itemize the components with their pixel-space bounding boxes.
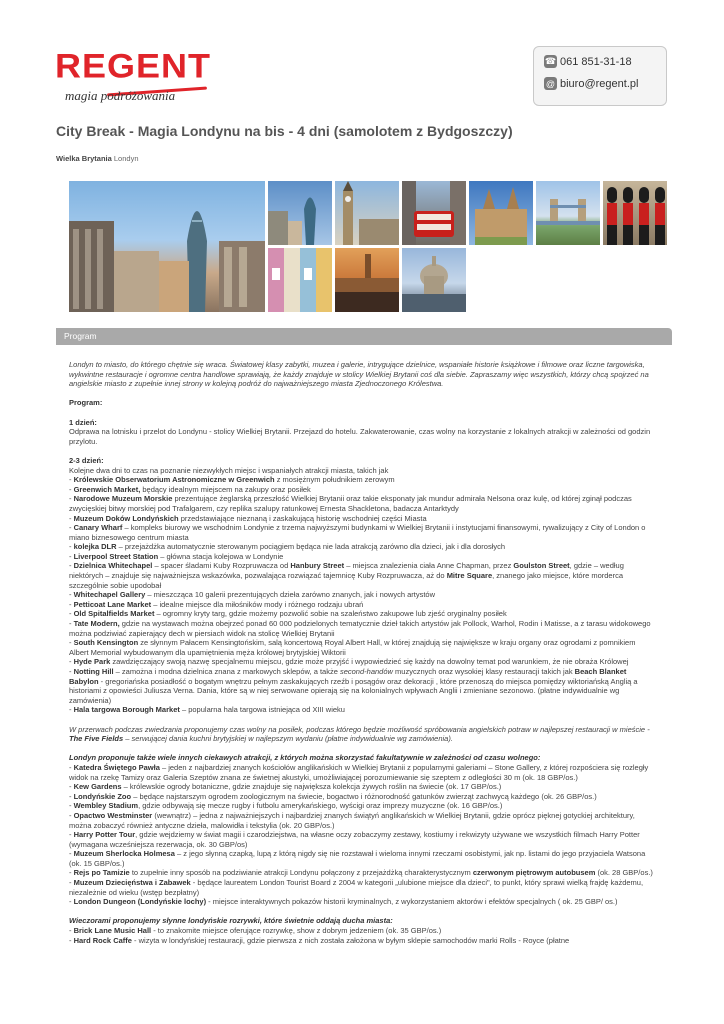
evening-note: W przerwach podczas zwiedzania proponujemy czas wolny na posiłek, podczas którego będzie możliwość spróbowania angielskich potraw w najlepszej restauracji w mieście - The Five Fields – serwującej dania kuchni brytyjskiej w najlepszym wydaniu (płatne indywidualnie wg zamówienia). [69, 724, 650, 744]
list-item: - Londyńskie Zoo – będące najstarszym ogrodem zoologicznym na świecie, bogactwo i różnorodność gatunków zwierząt zachwycą każdego (ok. 26 GBP/os.) [69, 791, 597, 801]
contact-email[interactable] [544, 77, 638, 90]
day23-heading: 2-3 dzień: [69, 455, 104, 465]
day1-heading: 1 dzień: [69, 417, 97, 427]
program-label: Program: [69, 398, 103, 408]
list-item: - Muzeum Doków Londyńskich przedstawiające nieznaną i zaskakującą historię wschodniej części Miasta [69, 513, 427, 523]
thumb-gherkin[interactable] [268, 181, 332, 245]
list-item: - Old Spitalfields Market – ogromny kryty targ, gdzie możemy pozwolić sobie na szaleństwo zakupowe lub zjeść oryginalny posiłek [69, 609, 507, 619]
nights-list [69, 926, 656, 945]
contact-phone[interactable] [544, 55, 632, 68]
list-item: - Greenwich Market, będący idealnym miejscem na zakupy oraz posiłek [69, 484, 311, 494]
thumb-red-bus[interactable] [402, 181, 466, 245]
list-item: - Królewskie Obserwatorium Astronomiczne w Greenwich z mosiężnym południkiem zerowym [69, 475, 395, 485]
logo-tagline: magia podróżowania [65, 88, 176, 103]
day23-lead: Kolejne dwa dni to czas na poznanie niezwykłych miejsc i wspaniałych atrakcji miasta, takich jak [69, 465, 389, 475]
list-item: - Whitechapel Gallery – mieszcząca 10 galerii prezentujących dzieła zarówno znanych, jak i nowych artystów [69, 590, 436, 600]
email-address: biuro@regent.pl [560, 77, 639, 90]
tab-program[interactable]: Program [56, 328, 672, 345]
regent-logo[interactable] [55, 48, 213, 106]
thumb-st-pauls[interactable] [402, 248, 466, 312]
thumb-notting-hill[interactable] [268, 248, 332, 312]
page-title: City Break - Magia Londynu na bis - 4 dni (samolotem z Bydgoszczy) [56, 123, 513, 139]
breadcrumb-country[interactable]: Wielka Brytania [56, 154, 112, 163]
list-item: - London Dungeon (Londyńskie lochy) - miejsce interaktywnych pokazów historii kryminalnych, z wykorzystaniem aktorów i efektów specjalnych ( ok. 25 GBP/ os.) [69, 897, 618, 907]
list-item: - Canary Wharf – kompleks biurowy we wschodnim Londynie z trzema najwyższymi budynkami w Wielkiej Brytanii i instytucjami finansowymi, rywalizujący z City of London o miano biznesowego centrum miasta [69, 523, 646, 542]
breadcrumb-city[interactable]: Londyn [113, 154, 139, 163]
logo-brand: REGENT [55, 46, 212, 85]
list-item: - Petticoat Lane Market – idealne miejsce dla miłośników mody i różnego rodzaju ubrań [69, 599, 364, 609]
phone-icon: ☎ [544, 56, 557, 66]
thumb-guards[interactable] [603, 181, 667, 245]
list-item: - Dzielnica Whitechapel – spacer śladami Kuby Rozpruwacza od Hanbury Street – miejsca znalezienia ciała Anne Chapman, przez Goulston Street, gdzie – według niektórych – znajduje się najważniejsza wskazówka, pozwalająca rozwiązać tajemnicę Kuby Rozpruwacza, aż do Mitre Square, znanego jako miejsce, które morderca szczególnie sobie upodobał [69, 561, 624, 590]
list-item: - Opactwo Westminster (wewnątrz) – jedna z najważniejszych i najbardziej znanych świątyń anglikańskich w Wielkiej Brytanii, gdzie oprócz pięknej gotyckiej architektury, można zobaczyć również antyczne dzieła, malowidła i tekstylia (ok. 20 GBP/os.) [69, 810, 635, 830]
attractions-list [69, 475, 656, 715]
optional-list [69, 763, 656, 907]
list-item: - Rejs po Tamizie to zupełnie inny sposób na podziwianie atrakcji Londynu połączony z przejażdżką charakterystycznym czerwonym piętrowym autobusem (ok. 28 GBP/os.) [69, 868, 653, 878]
phone-number: 061 851-31-18 [560, 55, 632, 68]
thumb-westminster-bridge[interactable] [335, 248, 399, 312]
list-item: - Hala targowa Borough Market – popularna hala targowa istniejąca od XIII wieku [69, 705, 345, 715]
list-item: - Liverpool Street Station – główna stacja kolejowa w Londynie [69, 551, 284, 561]
list-item: - Tate Modern, gdzie na wystawach można obejrzeć ponad 60 000 podzielonych tematycznie dzieł takich artystów jak Pollock, Warhol, Rodin i Matisse, a z tarasu widokowego można podziwiać zapierający dech w piersiach widok na stolicę Wielkiej Brytanii [69, 619, 651, 638]
list-item: - South Kensington ze słynnym Pałacem Kensingtońskim, salą koncertową Royal Albert Hall, w której znajdują się największe w kraju organy oraz ogrodami z pomnikiem Albert Memorial wybudowanym dla upamiętnienia męża królowej brytyjskiej Wiktorii [69, 638, 636, 657]
nights-heading: Wieczorami proponujemy słynne londyńskie rozrywki, które świetnie oddają ducha miasta: [69, 916, 393, 926]
list-item: - Brick Lane Music Hall - to znakomite miejsce oferujące rozrywkę, show z dobrym jedzeniem (ok. 35 GBP/os.) [69, 926, 442, 936]
breadcrumb [56, 154, 139, 163]
intro-text: Londyn to miasto, do którego chętnie się wraca. Światowej klasy zabytki, muzea i galerie, intrygujące dzielnice, wspaniałe historie książkowe i filmowe oraz liczne targowiska, wykwintne restauracje i ogromne centra handlowe sprawiają, że każdy znajduje w stolicy Wielkiej Brytanii coś dla siebie. Zapraszamy więc wszystkich, którzy chcą spojrzeć na angielskie miasto z zupełnie innej strony w kolejną podróż do najważniejszego miasta Zjednoczonego Królestwa. [69, 360, 649, 389]
list-item: - Notting Hill – zamożna i modna dzielnica znana z markowych sklepów, a także second-handów muzycznych oraz wysokiej klasy restauracji takich jak Beach Blanket Babylon - gregoriańska posiadłość o bogatym wnętrzu pełnym zaskakujących rzeźb i posągów oraz dekoracji , które przenoszą do miejsca pomiędzy wiktoriańską Anglią a historiami z opowieści Juliusza Verna. Dania, które są w niej serwowane opierają się na kolonialnych wpływach Anglii i zmieniane sezonowo. (płatne indywidualnie wg zamówienia) [69, 667, 638, 705]
optional-heading: Londyn proponuje także wiele innych ciekawych atrakcji, z których można skorzystać fakultatywnie w zależności od czasu wolnego: [69, 753, 541, 763]
list-item: - kolejka DLR – przejażdżka automatycznie sterowanym pociągiem będąca nie lada atrakcją zarówno dla dzieci, jak i dla dorosłych [69, 542, 506, 552]
main-photo[interactable] [69, 181, 265, 312]
list-item: - Wembley Stadium, gdzie odbywają się mecze rugby i futbolu amerykańskiego, wyścigi oraz imprezy muzyczne (ok. 16 GBP/os.) [69, 801, 503, 811]
list-item: - Hard Rock Caffe - wizyta w londyńskiej restauracji, gdzie pierwsza z nich została założona w byłym sklepie samochodów marki Rolls - Royce (płatne [69, 935, 570, 945]
day1-text: Odprawa na lotnisku i przelot do Londynu - stolicy Wielkiej Brytanii. Przejazd do hotelu. Zakwaterowanie, czas wolny na korzystanie z lokalnych atrakcji w zależności od godzin przylotu. [69, 427, 651, 446]
thumb-parliament[interactable] [469, 181, 533, 245]
thumb-big-ben[interactable] [335, 181, 399, 245]
list-item: - Kew Gardens – królewskie ogrody botaniczne, gdzie znajduje się największa kolekcja żywych roślin na świecie (ok. 17 GBP/os.) [69, 782, 502, 792]
list-item: - Harry Potter Tour, gdzie wejdziemy w świat magii i czarodziejstwa, na własne oczy zobaczymy zestawy, kostiumy i rekwizyty używane we wszystkich filmach Harry Potter (wymagana wcześniejsza rezerwacja, ok. 30 GBP/os) [69, 830, 640, 849]
list-item: - Muzeum Sherlocka Holmesa – z jego słynną czapką, lupą z którą nigdy się nie rozstawał i wieloma innymi rzeczami osobistymi, jak np. listami do jego przyjaciela Watsona (ok. 15 GBP/os.) [69, 849, 646, 868]
list-item: - Narodowe Muzeum Morskie prezentujące żeglarską przeszłość Wielkiej Brytanii oraz takie eksponaty jak mundur admirała Nelsona oraz kulę, od której zginął podczas zwycięskiej bitwy morskiej pod Trafalgarem, czy replika szalupy ratunkowej Ernesta Shackletona, badacza Antarktydy [69, 494, 632, 513]
thumb-tower-bridge[interactable] [536, 181, 600, 245]
list-item: - Muzeum Dziecięństwa i Zabawek - będące laureatem London Tourist Board z 2004 w kategorii „ulubione miejsce dla dzieci", to punkt, który sprawi wielką frajdę każdemu, niezależnie od wieku (wstęp bezpłatny) [69, 878, 644, 897]
program-content [69, 360, 656, 945]
list-item: - Katedra Świętego Pawła – jeden z najbardziej znanych kościołów anglikańskich w Wielkiej Brytanii z popularnymi galeriami – Stone Gallery, z której rozpościera się rozległy widok na rzekę Tamizy oraz Galeria Szeptów znana ze świetnej akustyki, umożliwiającej porozumiewanie się szeptem z odległości 30 m (ok. 18 GBP/os.) [69, 762, 649, 782]
at-icon: @ [545, 78, 556, 89]
list-item: - Hyde Park zawdzięczający swoją nazwę specjalnemu miejscu, gdzie może przyjść i wypowiedzieć się każdy na dowolny temat pod warunkiem, że nie obraża Królowej [69, 657, 629, 667]
contact-box [533, 46, 667, 106]
